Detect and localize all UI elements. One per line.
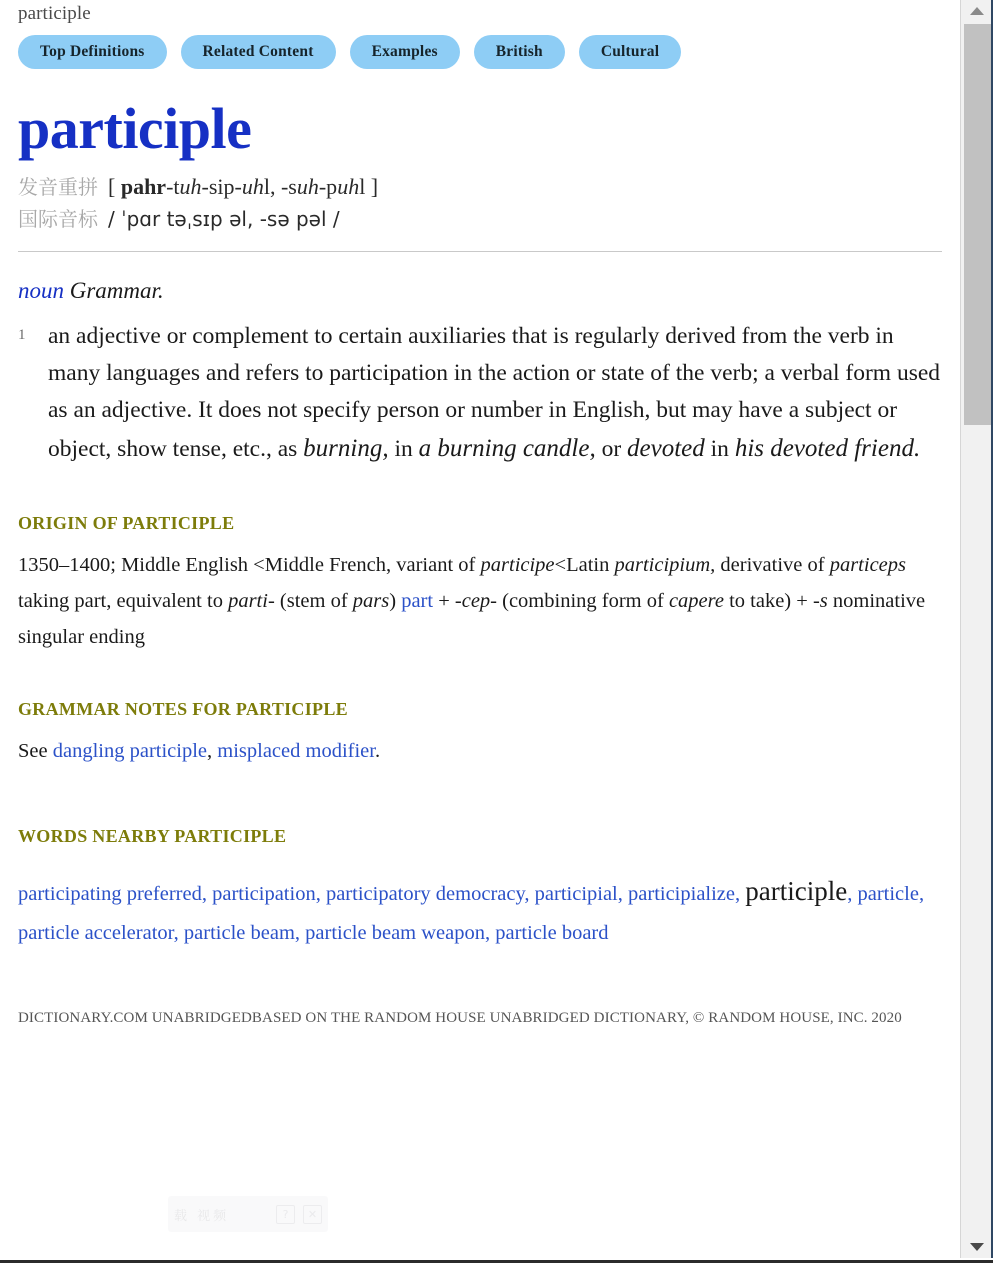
list-separator: , xyxy=(617,883,629,906)
breadcrumb: participle xyxy=(18,3,91,24)
tab-top-definitions[interactable]: Top Definitions xyxy=(18,35,167,69)
origin-link-part[interactable]: part xyxy=(401,589,434,612)
list-separator: , xyxy=(735,883,746,906)
words-nearby-list xyxy=(18,867,938,952)
scrollbar-thumb[interactable] xyxy=(964,24,991,425)
respelling-label: 发音重拼 xyxy=(18,174,98,199)
link-misplaced-modifier[interactable]: misplaced modifier xyxy=(217,740,375,763)
words-nearby-heading: WORDS NEARBY PARTICIPLE xyxy=(18,826,287,847)
definition-item xyxy=(18,318,942,469)
definition-text: an adjective or complement to certain auxiliaries that is regularly derived from the verb in many languages and refers to participation in the action or state of the verb; a verbal form used as an adjective. It does not specify person or number in English, but may have a subject or object, show tense, etc., as burning, in a burning candle, or devoted in his devoted friend. xyxy=(48,322,941,463)
respelling-row xyxy=(18,170,942,204)
list-separator: , xyxy=(201,883,213,906)
scroll-up-arrow-icon[interactable] xyxy=(961,0,993,22)
list-separator: , xyxy=(315,883,326,906)
tab-cultural[interactable]: Cultural xyxy=(579,35,681,69)
tab-related-content[interactable]: Related Content xyxy=(181,35,336,69)
definition-number: 1 xyxy=(18,326,26,343)
help-icon[interactable]: ? xyxy=(276,1205,295,1224)
words-nearby-link[interactable]: participialize xyxy=(628,883,736,906)
words-nearby-link[interactable]: particle beam xyxy=(183,922,295,945)
words-nearby-link[interactable]: participial xyxy=(534,883,618,906)
words-nearby-link[interactable]: particle xyxy=(857,883,919,906)
tab-british[interactable]: British xyxy=(474,35,565,69)
ipa-row xyxy=(18,204,942,235)
list-separator: , xyxy=(173,922,184,945)
words-nearby-link[interactable]: participation xyxy=(212,883,316,906)
words-nearby-link[interactable]: particle board xyxy=(495,922,609,945)
ipa-label: 国际音标 xyxy=(18,206,98,231)
words-nearby-link[interactable]: participatory democracy xyxy=(325,883,525,906)
words-nearby-current: participle xyxy=(745,876,848,907)
words-nearby-link[interactable]: particle beam weapon xyxy=(305,922,485,945)
list-separator: , xyxy=(847,883,858,906)
grammar-notes-heading: GRAMMAR NOTES FOR PARTICIPLE xyxy=(18,699,348,720)
ghost-overlay-text: 载 视频 xyxy=(174,1208,230,1224)
pronunciation-block xyxy=(18,170,942,235)
divider xyxy=(18,251,942,252)
ipa-value: / ˈpɑr təˌsɪp əl, -sə pəl / xyxy=(108,206,340,231)
link-dangling-participle[interactable]: dangling participle xyxy=(52,740,208,763)
tab-examples[interactable]: Examples xyxy=(350,35,460,69)
footer-attribution: DICTIONARY.COM UNABRIDGEDBASED ON THE RANDOM HOUSE UNABRIDGED DICTIONARY, © RANDOM HOUSE, INC. 2020 xyxy=(18,1009,902,1026)
origin-text: 1350–1400; Middle English <Middle French, variant of participe<Latin participium, derivative of particeps taking part, equivalent to parti- (stem of pars) part + -cep- (combining form of capere to take) + -s nominative singular ending xyxy=(18,553,926,648)
scroll-down-arrow-icon[interactable] xyxy=(961,1236,993,1258)
list-separator: , xyxy=(918,883,925,906)
part-of-speech[interactable]: noun xyxy=(18,277,64,303)
page-title: participle xyxy=(18,96,252,161)
subject-label: Grammar. xyxy=(69,277,164,303)
grammar-notes-text: See dangling participle, misplaced modifier. xyxy=(18,740,381,763)
origin-heading: ORIGIN OF PARTICIPLE xyxy=(18,512,235,533)
tab-bar xyxy=(18,35,942,69)
respelling-value: [ pahr-tuh-sip-uhl, -suh-puhl ] xyxy=(108,173,379,199)
vertical-scrollbar[interactable] xyxy=(960,0,993,1258)
words-nearby-link[interactable]: participating preferred xyxy=(18,883,202,906)
close-icon[interactable]: ✕ xyxy=(303,1205,322,1224)
words-nearby-link[interactable]: particle accelerator xyxy=(18,922,174,945)
list-separator: , xyxy=(294,922,306,945)
list-separator: , xyxy=(485,922,496,945)
part-of-speech-line xyxy=(18,278,942,304)
list-separator: , xyxy=(524,883,535,906)
